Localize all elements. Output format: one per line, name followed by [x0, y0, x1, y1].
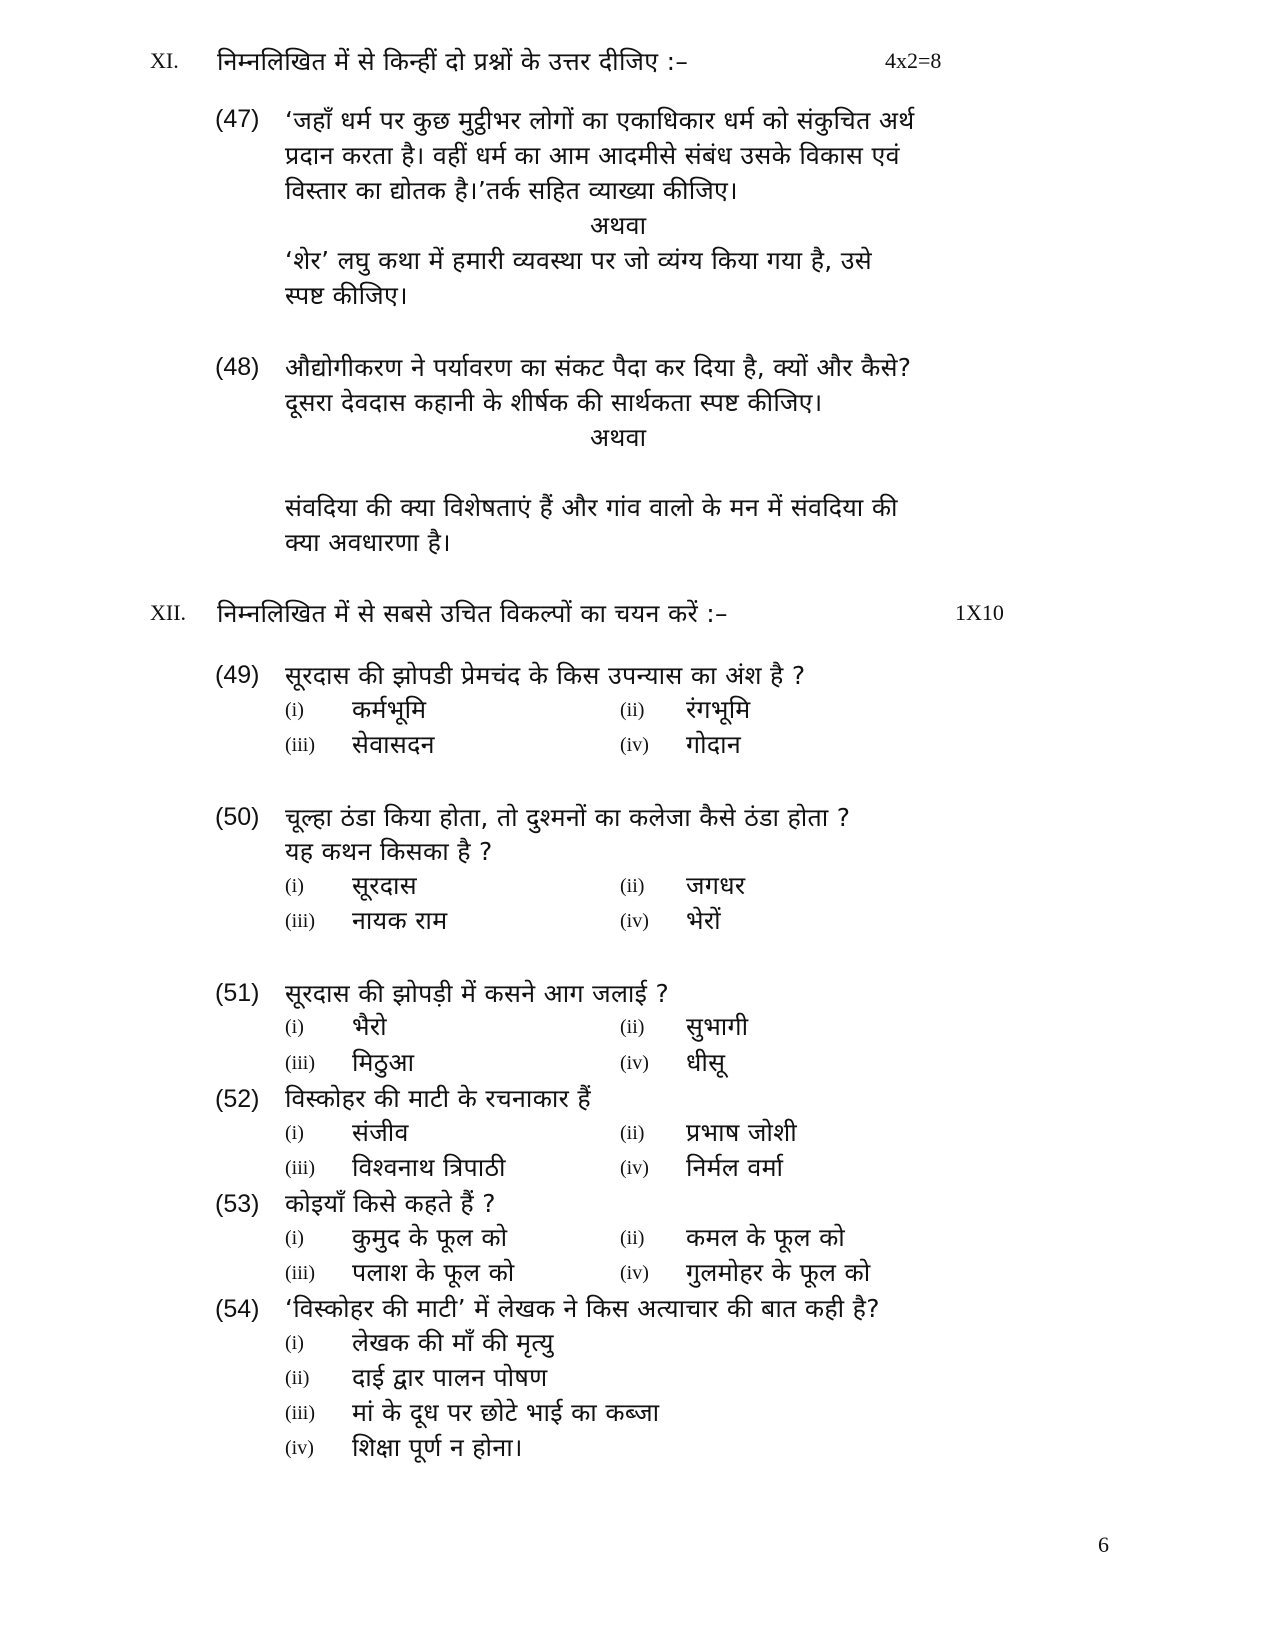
- question-text-line: औद्योगीकरण ने पर्यावरण का संकट पैदा कर दिया है, क्यों और कैसे?: [285, 353, 912, 382]
- option-label: (i): [285, 699, 304, 721]
- option-label: (ii): [620, 1227, 645, 1249]
- option-text: नायक राम: [352, 906, 448, 935]
- question-text-line: दूसरा देवदास कहानी के शीर्षक की सार्थकता स्पष्ट कीजिए।: [285, 388, 823, 417]
- question-text-line: प्रदान करता है। वहीं धर्म का आम आदमीसे संबंध उसके विकास एवं: [285, 141, 900, 170]
- question-text-line: सूरदास की झोपडी प्रेमचंद के किस उपन्यास का अंश है ?: [285, 661, 806, 690]
- option-label: (iii): [285, 1402, 315, 1424]
- option-text: प्रभाष जोशी: [686, 1118, 797, 1147]
- option-text: भैरो: [352, 1012, 387, 1041]
- option-label: (ii): [620, 699, 645, 721]
- question-text-line: ‘शेर’ लघु कथा में हमारी व्यवस्था पर जो व्यंग्य किया गया है, उसे: [285, 246, 872, 275]
- question-text-line: क्या अवधारणा है।: [285, 528, 451, 557]
- question-number: (47): [215, 105, 260, 133]
- section-instruction: निम्नलिखित में से सबसे उचित विकल्पों का चयन करें :–: [217, 599, 728, 628]
- option-label: (iv): [620, 1157, 649, 1179]
- option-label: (iv): [620, 734, 649, 756]
- option-text: सूरदास: [352, 871, 417, 900]
- option-text: मिठुआ: [352, 1048, 415, 1077]
- section-marks: 4x2=8: [885, 48, 942, 73]
- option-text: मां के दूध पर छोटे भाई का कब्जा: [352, 1398, 660, 1427]
- option-text: पलाश के फूल को: [352, 1258, 515, 1287]
- question-text-line: ‘विस्कोहर की माटी’ में लेखक ने किस अत्याचार की बात कही है?: [285, 1294, 880, 1323]
- or-separator: अथवा: [590, 423, 647, 452]
- option-label: (iv): [620, 1262, 649, 1284]
- option-label: (iii): [285, 1262, 315, 1284]
- question-text-line: संवदिया की क्या विशेषताएं हैं और गांव वालो के मन में संवदिया की: [285, 493, 898, 522]
- question-number: (48): [215, 353, 260, 381]
- option-text: कर्मभूमि: [352, 695, 427, 724]
- question-text-line: कोइयाँ किसे कहते हैं ?: [285, 1189, 496, 1218]
- option-label: (ii): [620, 875, 645, 897]
- question-number: (50): [215, 803, 260, 831]
- option-text: धीसू: [686, 1048, 726, 1077]
- option-text: रंगभूमि: [686, 695, 751, 724]
- option-text: सेवासदन: [352, 730, 435, 759]
- option-text: गुलमोहर के फूल को: [686, 1258, 871, 1287]
- question-number: (54): [215, 1295, 260, 1323]
- option-text: निर्मल वर्मा: [686, 1153, 784, 1182]
- section-instruction: निम्नलिखित में से किन्हीं दो प्रश्नों के उत्तर दीजिए :–: [217, 47, 689, 76]
- option-label: (iii): [285, 1052, 315, 1074]
- option-text: लेखक की माँ की मृत्यु: [352, 1328, 554, 1357]
- option-label: (ii): [620, 1016, 645, 1038]
- question-number: (52): [215, 1085, 260, 1113]
- question-text-line: विस्कोहर की माटी के रचनाकार हैं: [285, 1084, 592, 1113]
- option-label: (i): [285, 1332, 304, 1354]
- question-text-line: चूल्हा ठंडा किया होता, तो दुश्मनों का कलेजा कैसे ठंडा होता ?: [285, 803, 851, 832]
- option-label: (iv): [620, 1052, 649, 1074]
- section-number: XI.: [150, 48, 179, 73]
- option-label: (i): [285, 1122, 304, 1144]
- section-number: XII.: [150, 600, 187, 625]
- option-text: भेरों: [686, 906, 721, 935]
- question-text-line: ‘जहाँ धर्म पर कुछ मुट्ठीभर लोगों का एकाधिकार धर्म को संकुचित अर्थ: [285, 106, 915, 135]
- option-text: विश्वनाथ त्रिपाठी: [352, 1153, 506, 1182]
- option-text: कुमुद के फूल को: [352, 1223, 508, 1252]
- option-label: (iii): [285, 734, 315, 756]
- question-number: (51): [215, 979, 260, 1007]
- option-text: संजीव: [352, 1118, 409, 1147]
- option-label: (i): [285, 875, 304, 897]
- option-text: शिक्षा पूर्ण न होना।: [352, 1433, 523, 1462]
- option-text: सुभागी: [686, 1012, 749, 1041]
- option-text: गोदान: [686, 730, 742, 759]
- or-separator: अथवा: [590, 211, 647, 240]
- question-number: (53): [215, 1190, 260, 1218]
- question-text-line: विस्तार का द्योतक है।’तर्क सहित व्याख्या कीजिए।: [285, 176, 738, 205]
- option-label: (ii): [620, 1122, 645, 1144]
- option-label: (iii): [285, 1157, 315, 1179]
- page-number: 6: [1098, 1532, 1109, 1557]
- section-marks: 1X10: [955, 600, 1004, 625]
- option-text: दाई द्वार पालन पोषण: [352, 1363, 548, 1392]
- option-label: (iv): [620, 910, 649, 932]
- option-label: (i): [285, 1016, 304, 1038]
- option-text: कमल के फूल को: [686, 1223, 846, 1252]
- option-label: (i): [285, 1227, 304, 1249]
- option-label: (ii): [285, 1367, 310, 1389]
- option-label: (iv): [285, 1437, 314, 1459]
- question-text-line: स्पष्ट कीजिए।: [285, 281, 408, 310]
- question-text-line: सूरदास की झोपड़ी में कसने आग जलाई ?: [285, 979, 670, 1008]
- option-text: जगधर: [686, 871, 746, 900]
- option-label: (iii): [285, 910, 315, 932]
- question-number: (49): [215, 661, 260, 689]
- question-text-line: यह कथन किसका है ?: [285, 837, 493, 866]
